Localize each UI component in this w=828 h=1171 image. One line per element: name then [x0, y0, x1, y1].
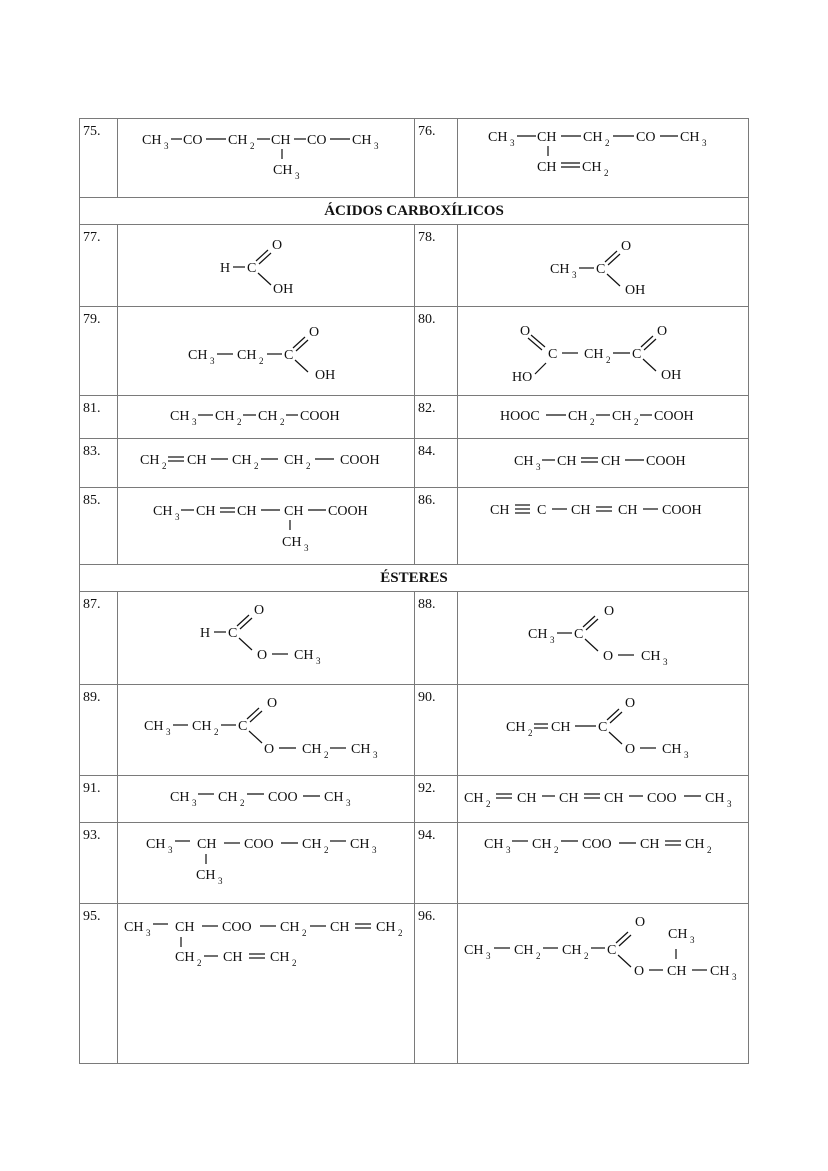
- atom-subscript: 3: [702, 138, 707, 148]
- atom-label: CH: [490, 503, 510, 518]
- atom-subscript: 3: [727, 799, 732, 809]
- formula-83: [118, 439, 415, 487]
- atom-subscript: 3: [210, 356, 215, 366]
- atom-label: CH: [601, 454, 621, 469]
- atom-label: C: [596, 262, 606, 277]
- atom-label: CH: [175, 920, 195, 935]
- atom-subscript: 2: [707, 845, 712, 855]
- bond-line: [585, 639, 598, 651]
- atom-label: C: [228, 626, 238, 641]
- atom-subscript: 3: [346, 798, 351, 808]
- atom-subscript: 2: [528, 728, 533, 738]
- atom-label: CH: [685, 837, 705, 852]
- atom-label: CH: [197, 837, 217, 852]
- atom-subscript: 3: [168, 845, 173, 855]
- atom-subscript: 3: [295, 171, 300, 181]
- table-row: [80, 439, 749, 488]
- formula-85: [118, 488, 415, 564]
- item-number: 94.: [415, 823, 458, 904]
- atom-subscript: 2: [240, 798, 245, 808]
- atom-subscript: 3: [684, 750, 689, 760]
- structure-92: [458, 776, 749, 823]
- item-number: 75.: [80, 119, 118, 198]
- bond-line: [239, 638, 252, 650]
- atom-subscript: 3: [192, 417, 197, 427]
- atom-subscript: 2: [259, 356, 264, 366]
- formula-89: [118, 685, 415, 775]
- atom-label: CH: [464, 943, 484, 958]
- formula-84: [458, 439, 749, 487]
- atom-label: CH: [517, 791, 537, 806]
- atom-subscript: 3: [732, 972, 737, 982]
- bond-line: [618, 955, 631, 967]
- atom-label: CH: [324, 790, 344, 805]
- atom-label: CH: [583, 130, 603, 145]
- atom-label: CH: [188, 348, 208, 363]
- atom-subscript: 2: [605, 138, 610, 148]
- bond-line: [296, 340, 308, 351]
- atom-subscript: 2: [214, 727, 219, 737]
- table-row: [80, 823, 749, 904]
- bond-line: [641, 336, 653, 347]
- item-number: 86.: [415, 488, 458, 565]
- atom-label: COOH: [328, 504, 368, 519]
- formula-79: [118, 307, 415, 395]
- atom-label: COOH: [340, 453, 380, 468]
- atom-label: H: [200, 626, 211, 641]
- atom-label: CH: [557, 454, 577, 469]
- bond-line: [237, 615, 249, 626]
- atom-label: CH: [584, 347, 604, 362]
- atom-label: CH: [232, 453, 252, 468]
- atom-label: CH: [376, 920, 396, 935]
- atom-label: CH: [270, 950, 290, 965]
- item-number: 81.: [80, 396, 118, 439]
- formula-77: [118, 225, 415, 306]
- atom-label: O: [634, 964, 645, 979]
- atom-label: CH: [153, 504, 173, 519]
- formula-table: [79, 118, 749, 1064]
- atom-label: CH: [612, 409, 632, 424]
- atom-label: CH: [170, 409, 190, 424]
- atom-label: O: [267, 696, 278, 711]
- atom-label: COOH: [662, 503, 702, 518]
- atom-label: HO: [512, 370, 533, 385]
- item-number: 95.: [80, 904, 118, 1064]
- structure-85: [118, 488, 415, 565]
- bond-line: [240, 618, 252, 629]
- formula-94: [458, 823, 749, 903]
- atom-label: HOOC: [500, 409, 540, 424]
- atom-label: CH: [668, 927, 688, 942]
- formula-95: [118, 904, 415, 1063]
- atom-subscript: 2: [398, 928, 403, 938]
- formula-90: [458, 685, 749, 775]
- atom-label: CH: [484, 837, 504, 852]
- table-row: [80, 592, 749, 685]
- atom-label: CH: [705, 791, 725, 806]
- atom-label: CO: [636, 130, 656, 145]
- atom-subscript: 2: [292, 958, 297, 968]
- atom-label: CH: [302, 742, 322, 757]
- bond-line: [531, 335, 545, 347]
- item-number: 78.: [415, 225, 458, 307]
- atom-label: CH: [352, 133, 372, 148]
- bond-line: [259, 253, 271, 264]
- atom-label: CH: [350, 837, 370, 852]
- atom-label: CH: [124, 920, 144, 935]
- atom-subscript: 3: [166, 727, 171, 737]
- atom-subscript: 3: [373, 750, 378, 760]
- bond-line: [258, 273, 271, 285]
- atom-label: CH: [170, 790, 190, 805]
- atom-label: C: [548, 347, 558, 362]
- atom-label: CH: [571, 503, 591, 518]
- atom-subscript: 3: [175, 512, 180, 522]
- atom-label: CH: [228, 133, 248, 148]
- atom-label: O: [254, 603, 265, 618]
- atom-subscript: 3: [486, 951, 491, 961]
- item-number: 77.: [80, 225, 118, 307]
- bond-line: [250, 711, 262, 722]
- atom-label: C: [598, 720, 608, 735]
- atom-label: COOH: [300, 409, 340, 424]
- atom-subscript: 2: [162, 461, 167, 471]
- atom-subscript: 3: [510, 138, 515, 148]
- item-number: 88.: [415, 592, 458, 685]
- atom-label: C: [284, 348, 294, 363]
- bond-line: [607, 709, 619, 720]
- atom-label: CH: [218, 790, 238, 805]
- table-row: [80, 904, 749, 1064]
- atom-subscript: 2: [254, 461, 259, 471]
- item-number: 85.: [80, 488, 118, 565]
- item-number: 82.: [415, 396, 458, 439]
- bond-line: [608, 254, 620, 265]
- atom-label: CH: [537, 130, 557, 145]
- atom-label: CH: [330, 920, 350, 935]
- bond-line: [293, 337, 305, 348]
- atom-label: CH: [140, 453, 160, 468]
- item-number: 96.: [415, 904, 458, 1064]
- atom-label: O: [657, 324, 668, 339]
- formula-78: [458, 225, 749, 306]
- atom-label: O: [257, 648, 268, 663]
- bond-line: [247, 708, 259, 719]
- atom-label: CH: [562, 943, 582, 958]
- item-number: 93.: [80, 823, 118, 904]
- structure-94: [458, 823, 749, 904]
- atom-label: CH: [146, 837, 166, 852]
- atom-label: COO: [268, 790, 298, 805]
- atom-label: CH: [488, 130, 508, 145]
- atom-label: OH: [273, 282, 294, 297]
- atom-label: CO: [183, 133, 203, 148]
- atom-label: CH: [237, 504, 257, 519]
- atom-subscript: 2: [197, 958, 202, 968]
- formula-88: [458, 592, 749, 684]
- formula-87: [118, 592, 415, 684]
- atom-label: CH: [271, 133, 291, 148]
- structure-88: [458, 592, 749, 685]
- atom-label: O: [625, 696, 636, 711]
- atom-label: CH: [273, 163, 293, 178]
- atom-subscript: 3: [536, 462, 541, 472]
- atom-label: CH: [351, 742, 371, 757]
- atom-label: C: [247, 261, 257, 276]
- atom-label: CH: [514, 454, 534, 469]
- structure-75: [118, 119, 415, 198]
- atom-label: CH: [559, 791, 579, 806]
- atom-label: CH: [514, 943, 534, 958]
- atom-label: CH: [302, 837, 322, 852]
- bond-line: [249, 731, 262, 743]
- atom-subscript: 3: [374, 141, 379, 151]
- formula-96: [458, 904, 749, 1063]
- atom-subscript: 2: [324, 750, 329, 760]
- atom-label: O: [635, 915, 646, 930]
- atom-label: COO: [582, 837, 612, 852]
- bond-line: [605, 251, 617, 262]
- bond-line: [586, 619, 598, 630]
- bond-line: [619, 935, 631, 946]
- structure-90: [458, 685, 749, 776]
- atom-label: CH: [464, 791, 484, 806]
- atom-label: CH: [280, 920, 300, 935]
- atom-label: C: [238, 719, 248, 734]
- atom-label: O: [625, 742, 636, 757]
- structure-82: [458, 396, 749, 439]
- item-number: 89.: [80, 685, 118, 776]
- atom-label: CH: [294, 648, 314, 663]
- atom-subscript: 3: [663, 657, 668, 667]
- structure-86: [458, 488, 749, 565]
- atom-label: H: [220, 261, 231, 276]
- table-row: [80, 776, 749, 823]
- formula-93: [118, 823, 415, 903]
- atom-label: O: [621, 239, 632, 254]
- formula-82: [458, 396, 749, 438]
- structure-83: [118, 439, 415, 488]
- table-row: [80, 488, 749, 565]
- structure-96: [458, 904, 749, 1064]
- atom-label: CH: [550, 262, 570, 277]
- bond-line: [607, 274, 620, 286]
- structure-93: [118, 823, 415, 904]
- bond-line: [610, 712, 622, 723]
- section-heading-acids: ÁCIDOS CARBOXÍLICOS: [80, 198, 749, 225]
- atom-label: COOH: [646, 454, 686, 469]
- atom-subscript: 2: [237, 417, 242, 427]
- atom-subscript: 2: [324, 845, 329, 855]
- atom-label: C: [537, 503, 547, 518]
- atom-label: CH: [196, 868, 216, 883]
- atom-label: CH: [551, 720, 571, 735]
- atom-subscript: 3: [372, 845, 377, 855]
- atom-label: C: [607, 943, 617, 958]
- atom-subscript: 3: [690, 935, 695, 945]
- table-row: [80, 307, 749, 396]
- atom-label: OH: [661, 368, 682, 383]
- item-number: 90.: [415, 685, 458, 776]
- atom-subscript: 3: [316, 656, 321, 666]
- atom-subscript: 3: [218, 876, 223, 886]
- bond-line: [295, 360, 308, 372]
- atom-label: O: [309, 325, 320, 340]
- structure-87: [118, 592, 415, 685]
- item-number: 84.: [415, 439, 458, 488]
- atom-label: [142, 133, 161, 148]
- atom-label: O: [264, 742, 275, 757]
- atom-label: CH: [582, 160, 602, 175]
- structure-81: [118, 396, 415, 439]
- structure-78: [458, 225, 749, 307]
- atom-subscript: 2: [280, 417, 285, 427]
- bond-line: [528, 338, 542, 350]
- bond-line: [609, 732, 622, 744]
- formula-75: [118, 119, 415, 197]
- item-number: 76.: [415, 119, 458, 198]
- structure-76: [458, 119, 749, 198]
- atom-label: COO: [647, 791, 677, 806]
- atom-label: CH: [667, 964, 687, 979]
- atom-label: CH: [537, 160, 557, 175]
- section-heading-esters: ÉSTERES: [80, 565, 749, 592]
- formula-92: [458, 776, 749, 822]
- atom-label: O: [520, 324, 531, 339]
- atom-label: CH: [192, 719, 212, 734]
- atom-subscript: 2: [634, 417, 639, 427]
- structure-95: [118, 904, 415, 1064]
- atom-label: C: [632, 347, 642, 362]
- section-row: [80, 565, 749, 592]
- bond-line: [643, 359, 656, 371]
- formula-91: [118, 776, 415, 822]
- atom-subscript: 2: [536, 951, 541, 961]
- atom-subscript: 3: [572, 270, 577, 280]
- atom-label: COO: [244, 837, 274, 852]
- atom-subscript: 2: [486, 799, 491, 809]
- atom-subscript: 3: [164, 141, 169, 151]
- item-number: 92.: [415, 776, 458, 823]
- atom-label: O: [603, 649, 614, 664]
- bond-line: [616, 932, 628, 943]
- atom-label: CH: [215, 409, 235, 424]
- atom-subscript: 2: [250, 141, 255, 151]
- atom-label: OH: [625, 283, 646, 298]
- atom-label: CH: [223, 950, 243, 965]
- atom-label: CH: [680, 130, 700, 145]
- formula-80: [458, 307, 749, 395]
- item-number: 83.: [80, 439, 118, 488]
- structure-79: [118, 307, 415, 396]
- table-row: [80, 685, 749, 776]
- atom-subscript: 3: [506, 845, 511, 855]
- atom-label: CH: [641, 649, 661, 664]
- structure-84: [458, 439, 749, 488]
- atom-label: CH: [568, 409, 588, 424]
- item-number: 79.: [80, 307, 118, 396]
- atom-label: CH: [506, 720, 526, 735]
- item-number: 91.: [80, 776, 118, 823]
- atom-label: CH: [258, 409, 278, 424]
- table-row: [80, 119, 749, 198]
- item-number: 87.: [80, 592, 118, 685]
- atom-label: CH: [604, 791, 624, 806]
- item-number: 80.: [415, 307, 458, 396]
- bond-line: [583, 616, 595, 627]
- atom-subscript: 2: [590, 417, 595, 427]
- atom-label: CH: [187, 453, 207, 468]
- bond-line: [535, 363, 546, 374]
- atom-label: CH: [144, 719, 164, 734]
- atom-label: CH: [284, 453, 304, 468]
- atom-label: C: [574, 627, 584, 642]
- atom-label: CH: [662, 742, 682, 757]
- bond-line: [256, 250, 268, 261]
- atom-subscript: 2: [584, 951, 589, 961]
- atom-label: CH: [532, 837, 552, 852]
- atom-subscript: 2: [554, 845, 559, 855]
- atom-label: COOH: [654, 409, 694, 424]
- atom-label: O: [272, 238, 283, 253]
- structure-80: [458, 307, 749, 396]
- table-row: [80, 225, 749, 307]
- table-row: [80, 396, 749, 439]
- atom-subscript: 3: [550, 635, 555, 645]
- structure-89: [118, 685, 415, 776]
- atom-subscript: 2: [606, 355, 611, 365]
- atom-subscript: 2: [302, 928, 307, 938]
- atom-label: CO: [307, 133, 327, 148]
- atom-label: CH: [284, 504, 304, 519]
- atom-label: CH: [710, 964, 730, 979]
- atom-subscript: 3: [146, 928, 151, 938]
- atom-label: CH: [282, 535, 302, 550]
- formula-81: [118, 396, 415, 438]
- bond-line: [644, 339, 656, 350]
- atom-label: CH: [618, 503, 638, 518]
- atom-label: CH: [142, 133, 162, 148]
- atom-label: COO: [222, 920, 252, 935]
- atom-label: CH: [237, 348, 257, 363]
- atom-label: CH: [175, 950, 195, 965]
- structure-77: [118, 225, 415, 307]
- atom-label: CH: [528, 627, 548, 642]
- atom-subscript: 2: [306, 461, 311, 471]
- atom-subscript: 3: [304, 543, 309, 553]
- atom-label: O: [604, 604, 615, 619]
- atom-subscript: 2: [604, 168, 609, 178]
- structure-91: [118, 776, 415, 823]
- formula-76: [458, 119, 749, 197]
- atom-label: OH: [315, 368, 336, 383]
- atom-subscript: 3: [192, 798, 197, 808]
- atom-label: CH: [196, 504, 216, 519]
- atom-label: CH: [640, 837, 660, 852]
- section-row: [80, 198, 749, 225]
- formula-86: [458, 488, 749, 564]
